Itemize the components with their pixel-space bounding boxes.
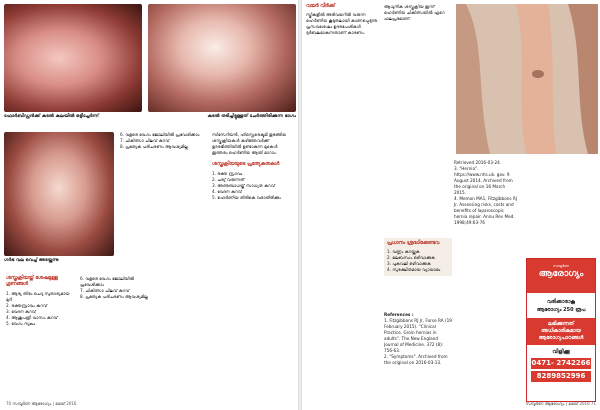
right-footer: സമ്പൂർണ ആരോഗ്യം | മെയ് 2016 71 xyxy=(525,401,596,406)
list-item: 1. വണ്ണം കുറയ്ക്കുക xyxy=(387,249,420,254)
references-block xyxy=(384,312,452,366)
list-item: 2. ചര്യ് വരുന്നത് xyxy=(212,177,245,182)
list-item: 3. പുകവലി ഒഴിവാക്കുക xyxy=(387,261,431,266)
surgery-photo-3 xyxy=(4,132,114,256)
list-item: 4. ആശുപത്രി വാസം കുറവ് xyxy=(6,315,58,320)
col3a-list xyxy=(120,132,208,150)
list-item: 2. മലബന്ധം ഒഴിവാക്കുക xyxy=(387,255,436,260)
right-col-3 xyxy=(454,160,518,226)
features-list xyxy=(212,171,294,201)
col4-paragraph: സിസേറിയൻ, ഹിസ്റ്റെരെക്ടമി തുടങ്ങിയ ശസ്ത്രക്രിയകൾ കഴിഞ്ഞവർക്ക് ഉദരഭിത്തിയിൽ ഉണ്ടാകുന്ന മുഴകൾ ഇത്തരം ഹെർണിയ ആയി മാറാം. xyxy=(212,132,287,155)
list-item: 2. രക്തസ്രാവം കുറവ് xyxy=(6,303,48,308)
abdomen-photo xyxy=(456,4,598,154)
tips-heading: പ്രധാനം ശ്രദ്ധിക്കേണ്ടവ xyxy=(387,241,440,246)
advantages-list xyxy=(6,291,76,327)
reference-item: 4. Memon MA1, Fitzgibbons RJ Jr. Assessing risks, costs and benefits of laparoscopic hernia repair. Annu Rev Med. 1998;49:63-76 xyxy=(454,196,518,225)
list-item: 7. ചികിത്സാ ചിലവ് കുറവ് xyxy=(80,288,130,293)
ad-line-1: വരിക്കാരാകൂ xyxy=(547,299,575,305)
list-item: 4. സുരക്ഷിതമായ വ്യായാമം xyxy=(387,267,441,272)
tips-box xyxy=(384,238,452,276)
middle-paragraph: ആധുനിക ശസ്ത്രക്രിയ ഇന്ന് ഹെർണിയ ചികിത്സയിൽ ഏറെ ഫലപ്രദമാണ്. xyxy=(384,4,445,21)
col2-list xyxy=(80,276,150,300)
reference-item: 3. "Hernia". https://www.nhs.uk. gov. 9 August 2014. Archived from the original on 16 March 2015. xyxy=(454,166,513,195)
top-paragraph: സ്ത്രീകളിൽ അടിവയറിൽ വരുന്ന ഹെർണിയ കൂടുതലായി കാണപ്പെടുന്നു. പ്രസവശേഷം ഉദരപേശികൾ ദുർബലമാകുന്നതാണ് കാരണം. xyxy=(306,12,379,35)
list-item: 1. ആദ്യ തിരം ചെറു സുതാര്യമായ മുറി xyxy=(6,291,70,302)
ad-header xyxy=(527,259,595,293)
surgery-photo-1 xyxy=(4,4,142,112)
list-item: 1. രക്ത സ്രാവം xyxy=(212,171,243,176)
ad-phone-2: 8289852996 xyxy=(531,371,591,382)
left-col-1 xyxy=(6,276,76,327)
list-item: 3. വേദന കുറവ് xyxy=(6,309,36,314)
photo-1-caption: ഫോർബിഡ്ഡൻക്ക് കുടൽ കലയിൽ ഒട്ടിച്ചേർന്ന് xyxy=(4,114,99,119)
list-item: 3. അണുബാധയ്ക്ക് സാധ്യത കുറവ് xyxy=(212,183,275,188)
list-item: 5. ഹെർണിയ തിരികെ വരാതിരിക്കും xyxy=(212,195,281,200)
list-item: 8. പ്രത്യേക പരിചരണം ആവശ്യമില്ല xyxy=(120,144,188,149)
ad-contact-label: വിളിക്കൂ xyxy=(552,349,570,355)
ad-band: ലഭിക്കുന്നത് അധികാരികമായ ആരോഗ്യപാഠങ്ങൾ xyxy=(527,318,595,345)
left-footer: 70 സമ്പൂർണ ആരോഗ്യം | മെയ് 2016 xyxy=(6,401,77,406)
right-page xyxy=(302,0,600,410)
list-item: 5. വേഗം സുഖം xyxy=(6,321,36,326)
left-col-2 xyxy=(80,276,150,300)
left-page xyxy=(0,0,298,410)
ad-brand-small: സമ്പൂർണ xyxy=(552,264,570,268)
ad-phone-1: 0471- 2742266 xyxy=(531,359,591,367)
top-heading: വയർ വീർക്ക് xyxy=(306,4,335,9)
list-item: 6. വളരെ വേഗം ജോലിയിൽ പ്രവേശിക്കാം xyxy=(80,276,135,287)
list-item: 8. പ്രത്യേക പരിചരണം ആവശ്യമില്ല xyxy=(80,294,148,299)
ad-brand: ആരോഗ്യം xyxy=(538,269,584,279)
tips-list xyxy=(387,249,449,273)
photo-2-caption: കുടൽ തടിച്ചിട്ടുള്ളത് ചേർത്തിരിക്കുന്ന ഭാഗം xyxy=(207,114,296,119)
list-item: 4. വേദന കുറവ് xyxy=(212,189,242,194)
left-col-3 xyxy=(120,132,208,150)
references-heading: References : xyxy=(384,312,414,317)
photo-3-caption: ഗർഭ വല വെച്ച് അടയ്ക്കുന്നു xyxy=(4,258,59,263)
right-col-2 xyxy=(384,4,452,22)
ad-line-2: ആരോഗ്യം 250 രൂപ xyxy=(536,307,586,313)
body-silhouette-image xyxy=(456,4,598,154)
reference-item: 2. "Symptoms". Archived from the original on 2016-03-13. xyxy=(384,354,448,365)
advantages-heading: ശസ്ത്രക്രിയയ്ക്ക് ശേഷമുള്ള ഗുണങ്ങൾ xyxy=(6,276,58,287)
reference-item: 1. Fitzgibbons RJ Jr, Forse RA (19 February 2015). "Clinical Practice. Groin hernias in adults". The New England Journal of Medicine. 372 (8): 756-63. xyxy=(384,318,452,353)
left-col-4 xyxy=(212,132,294,201)
features-heading: ശസ്ത്രക്രിയയുടെ പ്രത്യേകതകൾ xyxy=(212,162,280,167)
surgery-photo-2 xyxy=(148,4,296,112)
right-col-1 xyxy=(306,4,380,36)
list-item: 6. വളരെ വേഗം ജോലിയിൽ പ്രവേശിക്കാം xyxy=(120,132,200,137)
references-top-text: Retrieved 2016-03-24. xyxy=(454,160,502,165)
magazine-advertisement xyxy=(526,258,596,402)
list-item: 7. ചികിത്സാ ചിലവ് കുറവ് xyxy=(120,138,170,143)
